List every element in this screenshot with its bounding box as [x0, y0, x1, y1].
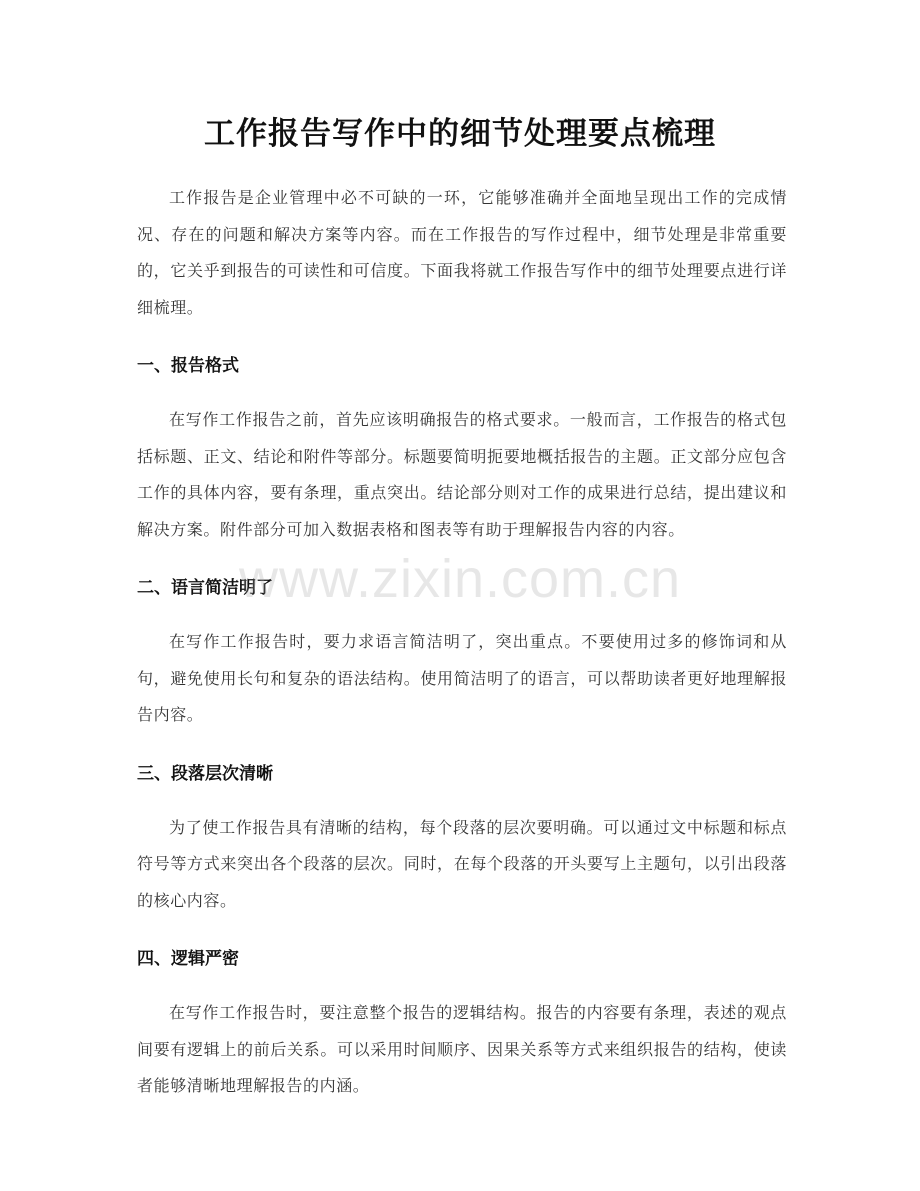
- document-body: [137, 180, 787, 1105]
- section-concise-language: [137, 576, 787, 734]
- section-rigorous-logic: [137, 947, 787, 1105]
- section-paragraph: 为了使工作报告具有清晰的结构，每个段落的层次要明确。可以通过文中标题和标点符号等方式来突出各个段落的层次。同时，在每个段落的开头要写上主题句，以引出段落的核心内容。: [137, 817, 787, 910]
- section-heading: 一、报告格式: [137, 356, 239, 376]
- spacer: [137, 734, 787, 762]
- section-report-format: [137, 354, 787, 548]
- document-title: 工作报告写作中的细节处理要点梳理: [204, 116, 716, 152]
- section-paragraph: 在写作工作报告时，要力求语言简洁明了，突出重点。不要使用过多的修饰词和从句，避免使用长句和复杂的语法结构。使用简洁明了的语言，可以帮助读者更好地理解报告内容。: [137, 632, 787, 724]
- spacer: [137, 548, 787, 576]
- section-paragraph: 在写作工作报告之前，首先应该明确报告的格式要求。一般而言，工作报告的格式包括标题、正文、结论和附件等部分。标题要简明扼要地概括报告的主题。正文部分应包含工作的具体内容，要有条理，重点突出。结论部分则对工作的成果进行总结，提出建议和解决方案。附件部分可加入数据表格和图表等有助于理解报告内容的内容。: [137, 410, 787, 539]
- section-paragraph: 在写作工作报告时，要注意整个报告的逻辑结构。报告的内容要有条理，表述的观点间要有逻辑上的前后关系。可以采用时间顺序、因果关系等方式来组织报告的结构，使读者能够清晰地理解报告的内涵。: [137, 1003, 787, 1095]
- section-paragraph-structure: [137, 762, 787, 920]
- section-heading: 三、段落层次清晰: [137, 763, 273, 784]
- section-heading: 四、逻辑严密: [137, 949, 239, 969]
- spacer: [137, 786, 787, 810]
- intro-paragraph: 工作报告是企业管理中必不可缺的一环，它能够准确并全面地呈现出工作的完成情况、存在的问题和解决方案等内容。而在工作报告的写作过程中，细节处理是非常重要的，它关乎到报告的可读性和可信度。下面我将就工作报告写作中的细节处理要点进行详细梳理。: [137, 188, 787, 317]
- section-heading: 二、语言简洁明了: [137, 578, 273, 598]
- watermark: www.zixin.com.cn: [238, 549, 682, 609]
- spacer: [137, 600, 787, 624]
- spacer: [137, 378, 787, 402]
- spacer: [137, 919, 787, 947]
- spacer: [137, 326, 787, 354]
- spacer: [137, 971, 787, 995]
